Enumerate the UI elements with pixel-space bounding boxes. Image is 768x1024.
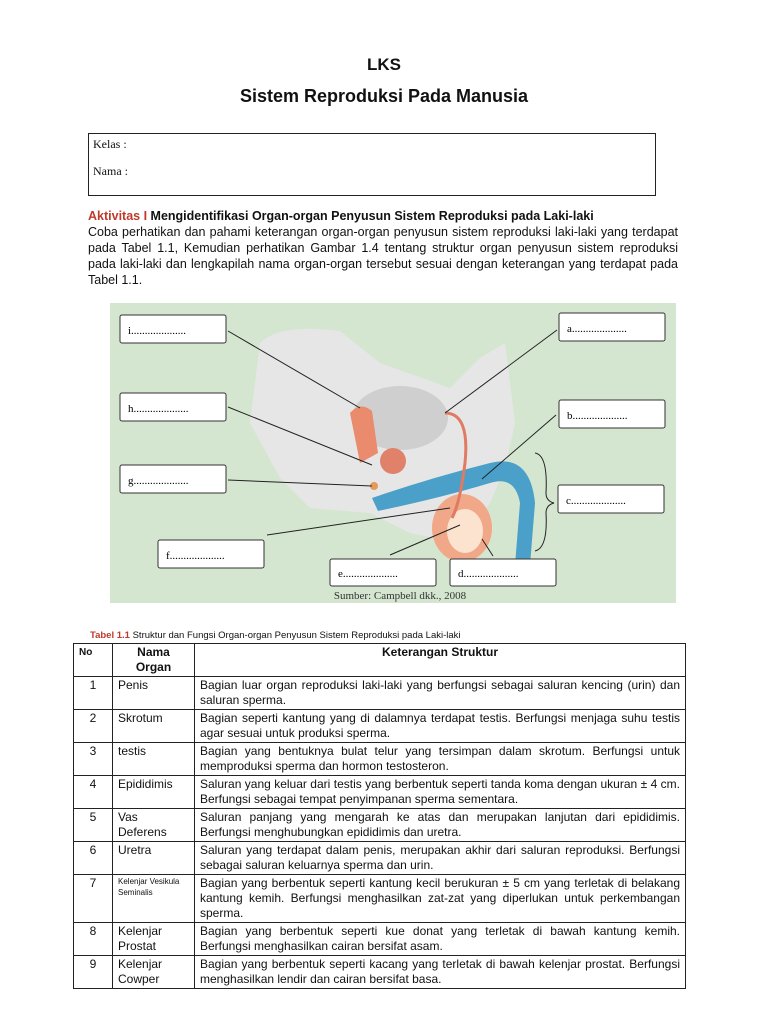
caption-text: Struktur dan Fungsi Organ-organ Penyusun Sistem Reproduksi pada Laki-laki <box>132 630 461 641</box>
row-number: 1 <box>74 677 113 710</box>
anatomy-figure <box>110 303 676 603</box>
row-organ: Skrotum <box>113 710 195 743</box>
table-row <box>74 710 686 743</box>
row-description: Saluran panjang yang mengarah ke atas dan merupakan lanjutan dari epididimis. Berfungsi menghubungkan epididimis dan uretra. <box>195 809 686 842</box>
activity-label: Aktivitas I <box>88 209 148 223</box>
row-description: Bagian yang bentuknya bulat telur yang tersimpan dalam skrotum. Berfungsi untuk memproduksi sperma dan hormon testosteron. <box>195 743 686 776</box>
row-organ: testis <box>113 743 195 776</box>
row-number: 5 <box>74 809 113 842</box>
page-title: LKS <box>367 55 401 74</box>
row-number: 6 <box>74 842 113 875</box>
activity-text: Coba perhatikan dan pahami keterangan organ-organ penyusun sistem reproduksi laki-laki yang terdapat pada Tabel 1.1, Kemudian perhatikan Gambar 1.4 tentang struktur organ penyusun sistem reproduksi pada laki-laki dan lengkapilah nama organ-organ tersebut sesuai dengan keterangan yang terdapat pada Tabel 1.1. <box>88 225 678 287</box>
row-description: Bagian yang berbentuk seperti kue donat yang terletak di bawah kantung kemih. Berfungsi menghasilkan cairan bersifat asam. <box>195 923 686 956</box>
row-number: 3 <box>74 743 113 776</box>
row-description: Bagian yang berbentuk seperti kantung kecil berukuran ± 5 cm yang terletak di belakang kantung kemih. Berfungsi menghasilkan zat-zat yang diperlukan untuk perkembangan sperma. <box>195 875 686 923</box>
table-row <box>74 956 686 989</box>
row-number: 7 <box>74 875 113 923</box>
table-caption <box>90 630 461 641</box>
figure-source: Sumber: Campbell dkk., 2008 <box>333 590 467 602</box>
header-organ: Nama Organ <box>113 644 195 677</box>
row-description: Bagian yang berbentuk seperti kacang yang terletak di bawah kelenjar prostat. Berfungsi menghasilkan lendir dan cairan bersifat basa. <box>195 956 686 989</box>
row-organ: Penis <box>113 677 195 710</box>
row-organ: Kelenjar Vesikula Seminalis <box>113 875 195 923</box>
row-organ: Kelenjar Cowper <box>113 956 195 989</box>
row-organ: Vas Deferens <box>113 809 195 842</box>
row-organ: Uretra <box>113 842 195 875</box>
row-organ: Kelenjar Prostat <box>113 923 195 956</box>
activity-section <box>88 208 678 288</box>
table-row <box>74 875 686 923</box>
row-description: Bagian luar organ reproduksi laki-laki yang berfungsi sebagai saluran kencing (urin) dan saluran sperma. <box>195 677 686 710</box>
header-no: No <box>74 644 113 677</box>
identity-box <box>88 133 656 196</box>
row-number: 2 <box>74 710 113 743</box>
label-g: g.................... <box>128 475 189 487</box>
row-number: 8 <box>74 923 113 956</box>
label-d: d.................... <box>458 568 519 580</box>
caption-label: Tabel 1.1 <box>90 630 130 641</box>
label-c: c.................... <box>566 495 626 507</box>
table-row <box>74 677 686 710</box>
organ-table <box>73 643 686 989</box>
row-description: Bagian seperti kantung yang di dalamnya terdapat testis. Berfungsi menjaga suhu testis agar sesuai untuk produksi sperma. <box>195 710 686 743</box>
label-f: f.................... <box>166 550 225 562</box>
header-desc: Keterangan Struktur <box>195 644 686 677</box>
table-row <box>74 842 686 875</box>
table-row <box>74 776 686 809</box>
row-description: Saluran yang keluar dari testis yang berbentuk seperti tanda koma dengan ukuran ± 4 cm. Berfungsi sebagai tempat penyimpanan sperma sementara. <box>195 776 686 809</box>
label-e: e.................... <box>338 568 398 580</box>
row-organ: Epididimis <box>113 776 195 809</box>
label-h: h.................... <box>128 403 189 415</box>
prostate <box>380 448 406 474</box>
label-b: b.................... <box>567 410 628 422</box>
table-row <box>74 743 686 776</box>
label-i: i.................... <box>128 325 187 337</box>
table-row <box>74 923 686 956</box>
row-number: 9 <box>74 956 113 989</box>
row-number: 4 <box>74 776 113 809</box>
page-subtitle: Sistem Reproduksi Pada Manusia <box>239 86 529 106</box>
row-description: Saluran yang terdapat dalam penis, merupakan akhir dari saluran reproduksi. Berfungsi sebagai saluran keluarnya sperma dan urin. <box>195 842 686 875</box>
activity-heading: Mengidentifikasi Organ-organ Penyusun Sistem Reproduksi pada Laki-laki <box>150 209 594 223</box>
nama-field: Nama : <box>93 164 128 178</box>
kelas-field: Kelas : <box>93 137 127 151</box>
label-a: a.................... <box>567 323 627 335</box>
table-row <box>74 809 686 842</box>
